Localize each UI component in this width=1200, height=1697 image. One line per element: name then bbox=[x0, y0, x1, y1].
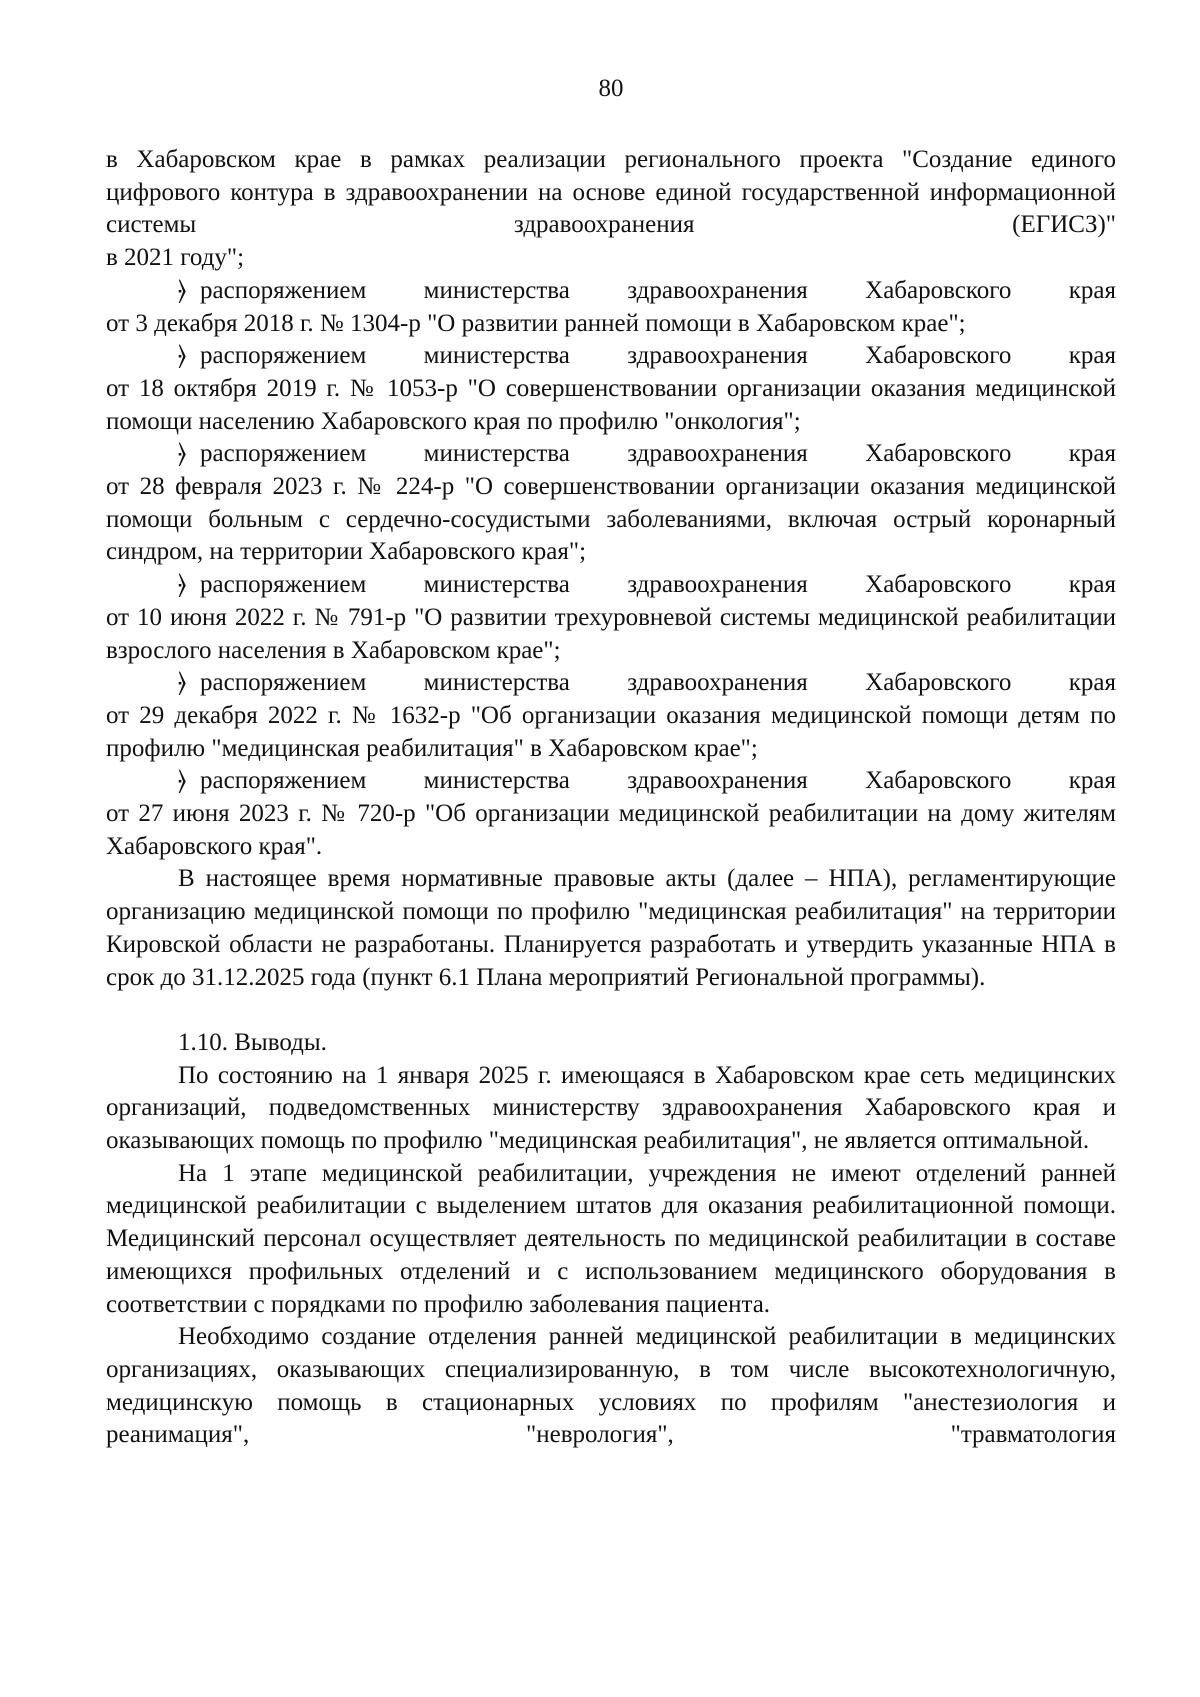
bullet-icon: ⦒ bbox=[178, 767, 187, 795]
document-body bbox=[106, 144, 1116, 1452]
order-item-3-first-line bbox=[106, 438, 1116, 471]
bullet-icon: ⦒ bbox=[178, 669, 187, 697]
conclusion-paragraph-2: На 1 этапе медицинской реабилитации, учреждения не имеют отделений ранней медицинской реабилитации с выделением штатов для оказания реабилитационной помощи. Медицинский персонал осуществляет деятельность по медицинской реабилитации в составе имеющихся профильных отделений и с использованием медицинского оборудования в соответствии с порядками по профилю заболевания пациента. bbox=[106, 1159, 1116, 1318]
orders-list bbox=[106, 275, 1116, 864]
intro-paragraph: в Хабаровском крае в рамках реализации регионального проекта "Создание единого цифрового контура в здравоохранении на основе единой государственной информационной системы здравоохранения (ЕГИСЗ)" bbox=[106, 146, 1116, 239]
order-item-3-first: распоряжением министерства здравоохранения Хабаровского края bbox=[200, 440, 1116, 468]
order-item-4-first-line bbox=[106, 569, 1116, 602]
conclusion-paragraph-1: По состоянию на 1 января 2025 г. имеющаяся в Хабаровском крае сеть медицинских организаций, подведомственных министерству здравоохранения Хабаровского края и оказывающих помощь по профилю "медицинская реабилитация", не является оптимальной. bbox=[106, 1061, 1116, 1155]
order-item-1-first: распоряжением министерства здравоохранения Хабаровского края bbox=[200, 276, 1116, 304]
paragraph-gap bbox=[106, 994, 1116, 1027]
section-heading: 1.10. Выводы. bbox=[178, 1028, 327, 1056]
order-item-2-rest: от 18 октября 2019 г. № 1053-р "О совершенствовании организации оказания медицинской помощи населению Хабаровского края по профилю "онкология"; bbox=[106, 374, 1116, 435]
bullet-icon: ⦒ bbox=[178, 342, 187, 370]
order-item-2-first-line bbox=[106, 340, 1116, 373]
order-item-6-first: распоряжением министерства здравоохранения Хабаровского края bbox=[200, 767, 1116, 795]
order-item-6-first-line bbox=[106, 765, 1116, 798]
order-item-5-rest: от 29 декабря 2022 г. № 1632-р "Об организации оказания медицинской помощи детям по профилю "медицинская реабилитация" в Хабаровском крае"; bbox=[106, 701, 1116, 762]
bullet-icon: ⦒ bbox=[178, 276, 187, 304]
order-item-1-rest: от 3 декабря 2018 г. № 1304-р "О развитии ранней помощи в Хабаровском крае"; bbox=[106, 309, 966, 337]
page-number: 80 bbox=[598, 75, 624, 102]
bullet-icon: ⦒ bbox=[178, 440, 187, 468]
order-item-2-first: распоряжением министерства здравоохранения Хабаровского края bbox=[200, 342, 1116, 370]
order-item-4-first: распоряжением министерства здравоохранения Хабаровского края bbox=[200, 571, 1116, 599]
order-item-6-rest: от 27 июня 2023 г. № 720-р "Об организации медицинской реабилитации на дому жителям Хабаровского края". bbox=[106, 800, 1116, 860]
order-item-5-first: распоряжением министерства здравоохранения Хабаровского края bbox=[200, 669, 1116, 697]
order-item-3-rest: от 28 февраля 2023 г. № 224-р "О совершенствовании организации оказания медицинской помощи больным с сердечно-сосудистыми заболеваниями, включая острый коронарный синдром, на территории Хабаровского края"; bbox=[106, 473, 1116, 566]
bullet-icon: ⦒ bbox=[178, 571, 187, 599]
order-item-4-rest: от 10 июня 2022 г. № 791-р "О развитии трехуровневой системы медицинской реабилитации взрослого населения в Хабаровском крае"; bbox=[106, 603, 1116, 664]
order-item-5-first-line bbox=[106, 667, 1116, 700]
final-paragraph: Необходимо создание отделения ранней медицинской реабилитации в медицинских организациях, оказывающих специализированную, в том числе высокотехнологичную, медицинскую помощь в стационарных условиях по профилям "анестезиология и реанимация", "неврология", "травматология bbox=[106, 1323, 1116, 1449]
order-item-1-first-line bbox=[106, 275, 1116, 308]
npa-paragraph: В настоящее время нормативные правовые акты (далее – НПА), регламентирующие организацию медицинской помощи по профилю "медицинская реабилитация" на территории Кировской области не разработаны. Планируется разработать и утвердить указанные НПА в срок до 31.12.2025 года (пункт 6.1 Плана мероприятий Региональной программы). bbox=[106, 865, 1116, 991]
intro-continuation: в 2021 году"; bbox=[106, 244, 245, 272]
